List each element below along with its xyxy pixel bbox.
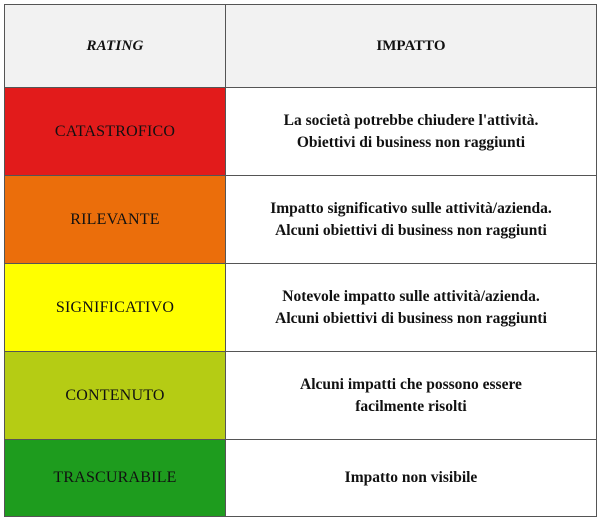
impact-cell [226, 352, 596, 439]
impact-cell [226, 88, 596, 175]
rating-cell-contenuto: CONTENUTO [5, 352, 226, 439]
impact-description: Alcuni impatti che possono essere facilmente risolti [300, 375, 522, 415]
table-row [5, 88, 596, 176]
rating-cell-trascurabile: TRASCURABILE [5, 440, 226, 516]
impact-description: Impatto significativo sulle attività/azienda. Alcuni obiettivi di business non raggiunti [270, 199, 552, 239]
rating-column-header: RATING [5, 5, 226, 87]
impact-description: Notevole impatto sulle attività/azienda. Alcuni obiettivi di business non raggiunti [275, 287, 547, 327]
table-header-row [5, 5, 596, 88]
rating-cell-catastrofico: CATASTROFICO [5, 88, 226, 175]
table-row [5, 352, 596, 440]
impact-column-header: IMPATTO [376, 38, 446, 54]
impact-cell [226, 440, 596, 516]
table-row [5, 264, 596, 352]
impact-description: Impatto non visibile [344, 469, 478, 486]
table-row [5, 440, 596, 516]
rating-cell-significativo: SIGNIFICATIVO [5, 264, 226, 351]
risk-rating-table [4, 4, 597, 517]
rating-cell-rilevante: RILEVANTE [5, 176, 226, 263]
impact-description: La società potrebbe chiudere l'attività. Obiettivi di business non raggiunti [283, 111, 539, 151]
impact-cell [226, 176, 596, 263]
table-row [5, 176, 596, 264]
impact-cell [226, 264, 596, 351]
